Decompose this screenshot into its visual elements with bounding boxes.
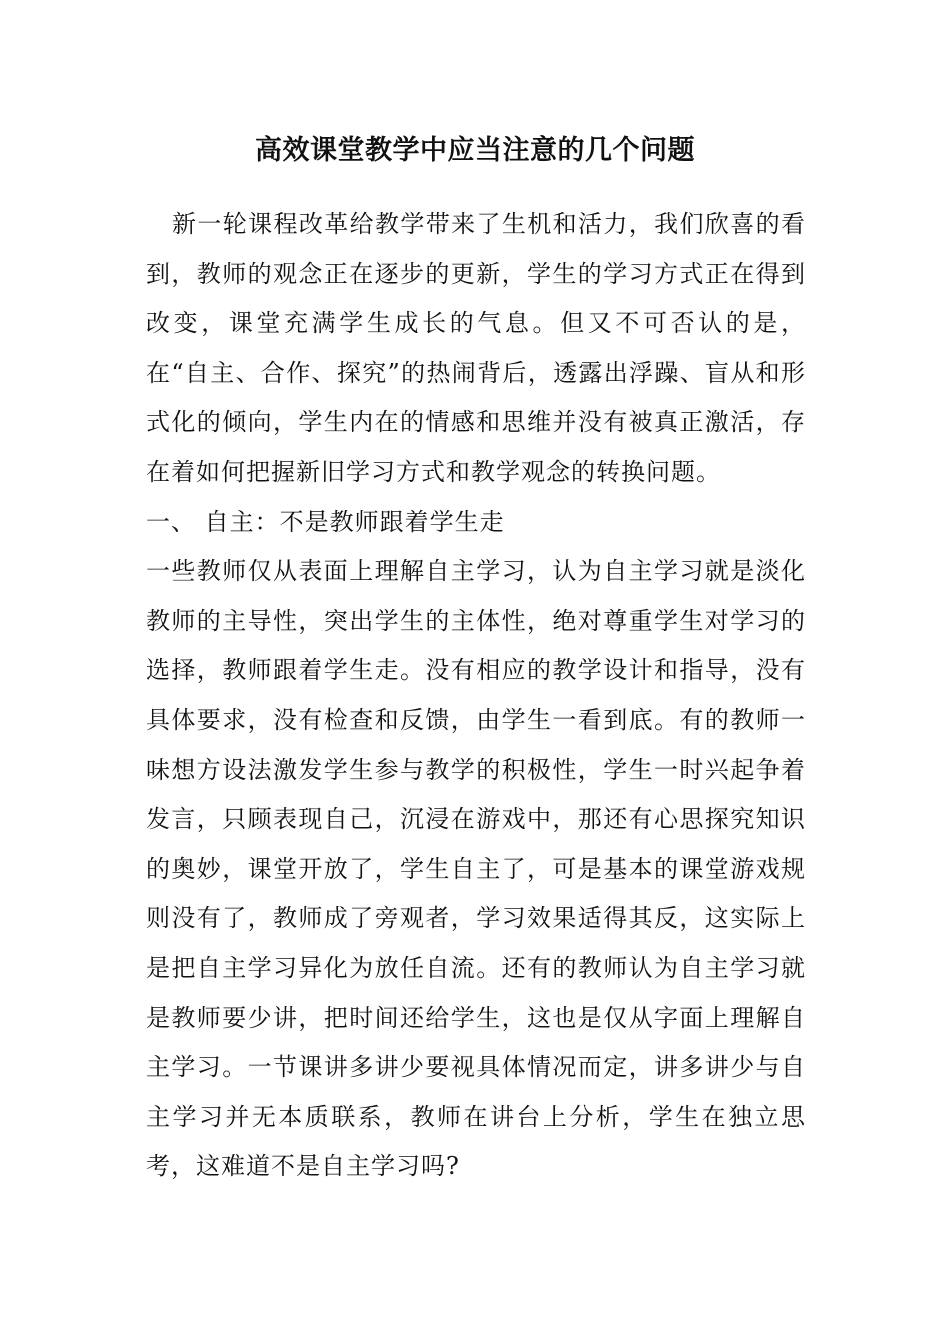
section-heading: 一、 自主：不是教师跟着学生走	[146, 507, 505, 536]
section-paragraph: 一些教师仅从表面上理解自主学习，认为自主学习就是淡化教师的主导性，突出学生的主体性，绝对尊重学生对学习的选择，教师跟着学生走。没有相应的教学设计和指导，没有具体要求，没有检查和反馈，由学生一看到底。有的教师一味想方设法激发学生参与教学的积极性，学生一时兴起争着发言，只顾表现自己，沉浸在游戏中，那还有心思探究知识的奥妙，课堂开放了，学生自主了，可是基本的课堂游戏规则没有了，教师成了旁观者，学习效果适得其反，这实际上是把自主学习异化为放任自流。还有的教师认为自主学习就是教师要少讲，把时间还给学生，这也是仅从字面上理解自主学习。一节课讲多讲少要视具体情况而定，讲多讲少与自主学习并无本质联系，教师在讲台上分析，学生在独立思考，这难道不是自主学习吗?	[146, 557, 806, 1181]
document-body	[146, 200, 806, 1192]
document-title: 高效课堂教学中应当注意的几个问题	[255, 135, 695, 166]
intro-paragraph: 新一轮课程改革给教学带来了生机和活力，我们欣喜的看到，教师的观念正在逐步的更新，学生的学习方式正在得到改变，课堂充满学生成长的气息。但又不可否认的是，在“自主、合作、探究”的热闹背后，透露出浮躁、盲从和形式化的倾向，学生内在的情感和思维并没有被真正激活，存在着如何把握新旧学习方式和教学观念的转换问题。	[146, 210, 806, 486]
